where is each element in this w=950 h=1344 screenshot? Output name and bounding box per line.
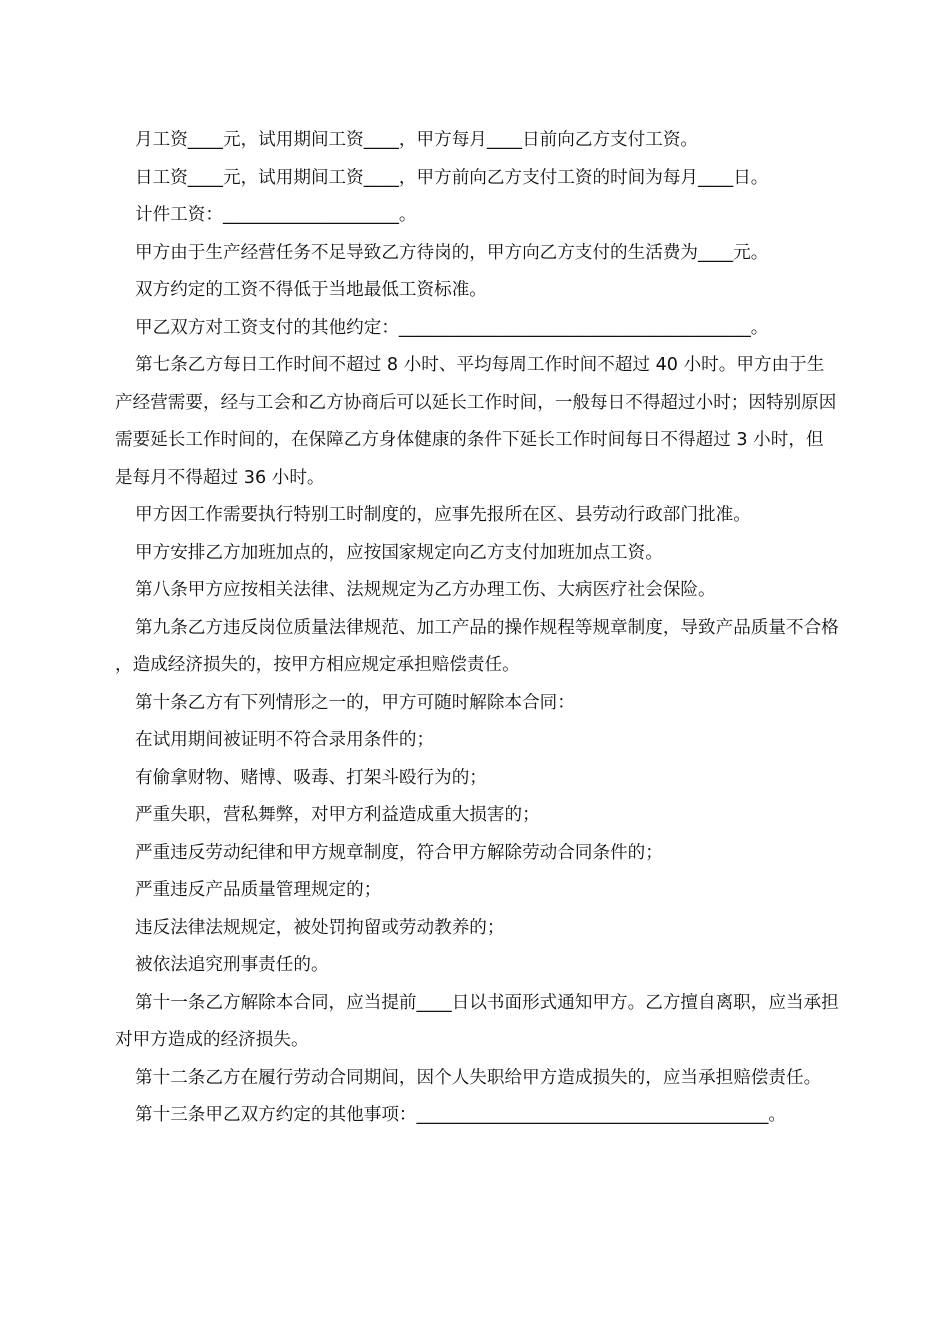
paragraph-minimum-wage: 双方约定的工资不得低于当地最低工资标准。 bbox=[135, 280, 487, 300]
paragraph-article-7: 第七条乙方每日工作时间不超过 8 小时、平均每周工作时间不超过 40 小时。甲方由于生产经营需要，经与工会和乙方协商后可以延长工作时间，一般每日不得超过小时；因特别原因需要延长工作时间的，在保障乙方身体健康的条件下延长工作时间每日不得超过 3 小时，但是每月不得超过 36 小时。 bbox=[115, 355, 837, 488]
list-item-quality: 严重违反产品质量管理规定的； bbox=[135, 880, 382, 900]
list-item-theft: 有偷拿财物、赌博、吸毒、打架斗殴行为的； bbox=[135, 767, 487, 788]
paragraph-piece-wage: 计件工资：____________________。 bbox=[135, 205, 417, 225]
paragraph-standby-allowance: 甲方由于生产经营任务不足导致乙方待岗的，甲方向乙方支付的生活费为____元。 bbox=[135, 242, 769, 263]
paragraph-overtime-pay: 甲方安排乙方加班加点的，应按国家规定向乙方支付加班加点工资。 bbox=[135, 542, 663, 563]
list-item-detention: 违反法律法规规定，被处罚拘留或劳动教养的； bbox=[135, 917, 505, 938]
paragraph-other-wage-terms: 甲乙双方对工资支付的其他约定：________________________________________。 bbox=[135, 317, 769, 338]
paragraph-article-11: 第十一条乙方解除本合同，应当提前____日以书面形式通知甲方。乙方擅自离职，应当承担对甲方造成的经济损失。 bbox=[115, 992, 839, 1050]
list-item-negligence: 严重失职，营私舞弊，对甲方利益造成重大损害的； bbox=[135, 805, 540, 825]
paragraph-article-13: 第十三条甲乙双方约定的其他事项：________________________________________。 bbox=[135, 1105, 786, 1125]
document-body bbox=[115, 122, 841, 1135]
list-item-probation: 在试用期间被证明不符合录用条件的； bbox=[135, 730, 435, 750]
list-item-criminal: 被依法追究刑事责任的。 bbox=[135, 955, 329, 975]
paragraph-daily-wage: 日工资____元，试用期间工资____，甲方前向乙方支付工资的时间为每月____日。 bbox=[135, 167, 769, 188]
paragraph-article-12: 第十二条乙方在履行劳动合同期间，因个人失职给甲方造成损失的，应当承担赔偿责任。 bbox=[135, 1067, 822, 1088]
paragraph-article-9: 第九条乙方违反岗位质量法律规范、加工产品的操作规程等规章制度，导致产品质量不合格，造成经济损失的，按甲方相应规定承担赔偿责任。 bbox=[115, 617, 839, 675]
paragraph-special-hours: 甲方因工作需要执行特别工时制度的，应事先报所在区、县劳动行政部门批准。 bbox=[135, 505, 751, 525]
list-item-discipline: 严重违反劳动纪律和甲方规章制度，符合甲方解除劳动合同条件的； bbox=[135, 842, 663, 863]
paragraph-monthly-wage: 月工资____元，试用期间工资____，甲方每月____日前向乙方支付工资。 bbox=[135, 130, 699, 150]
paragraph-article-8: 第八条甲方应按相关法律、法规规定为乙方办理工伤、大病医疗社会保险。 bbox=[135, 580, 716, 600]
paragraph-article-10: 第十条乙方有下列情形之一的，甲方可随时解除本合同： bbox=[135, 692, 575, 713]
